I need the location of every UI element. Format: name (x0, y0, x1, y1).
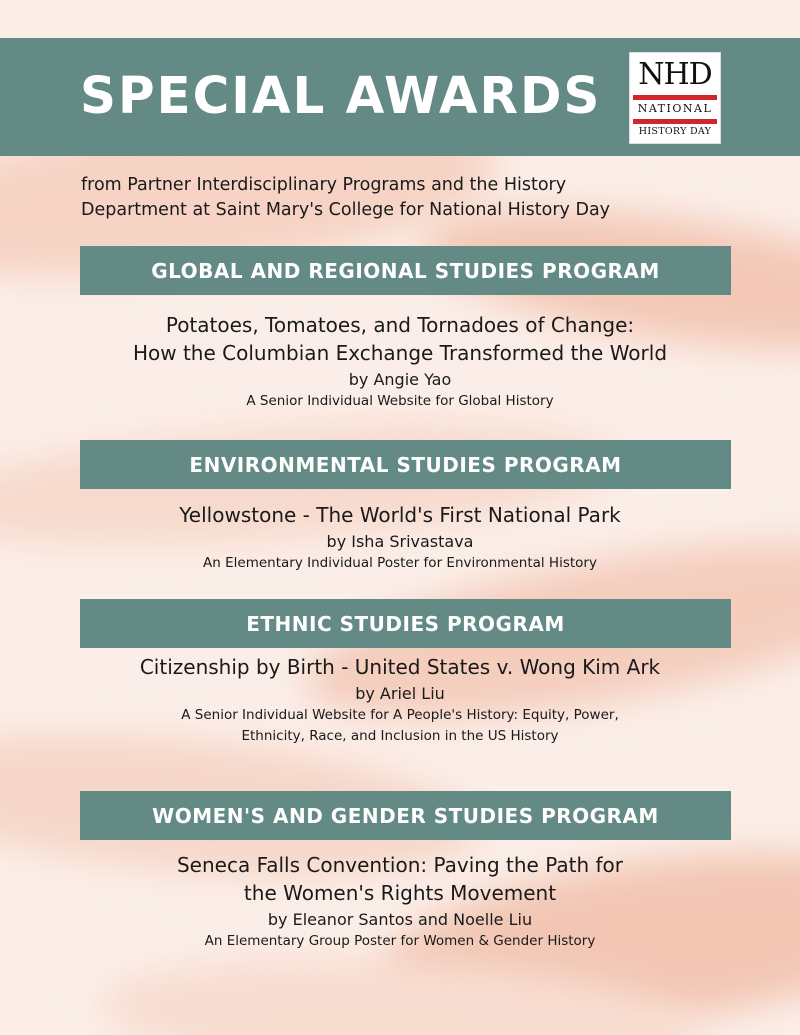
logo-stripe (633, 95, 717, 100)
section-heading-environmental (80, 440, 731, 489)
title-banner (0, 38, 800, 156)
award-title-line: Seneca Falls Convention: Paving the Path for (176, 853, 623, 877)
award-title-line: the Women's Rights Movement (243, 881, 557, 905)
subtitle-line-2: Department at Saint Mary's College for National History Day (81, 200, 611, 220)
section-heading-text: ENVIRONMENTAL STUDIES PROGRAM (189, 452, 622, 477)
award-title-line: Potatoes, Tomatoes, and Tornadoes of Change: (165, 313, 635, 337)
section-heading-text: WOMEN'S AND GENDER STUDIES PROGRAM (152, 803, 659, 828)
award-byline: by Eleanor Santos and Noelle Liu (267, 910, 533, 929)
award-byline: by Ariel Liu (355, 684, 445, 703)
award-description-line: A Senior Individual Website for Global History (246, 393, 554, 409)
section-heading-text: ETHNIC STUDIES PROGRAM (246, 611, 565, 636)
section-heading-text: GLOBAL AND REGIONAL STUDIES PROGRAM (151, 258, 660, 283)
award-entry-ethnic-studies (0, 653, 800, 747)
award-entry-global-regional (0, 311, 800, 412)
award-description-line: An Elementary Individual Poster for Environmental History (203, 555, 597, 571)
award-byline: by Angie Yao (348, 370, 452, 389)
award-title-line: Citizenship by Birth - United States v. Wong Kim Ark (139, 655, 661, 679)
logo-stripe (633, 119, 717, 124)
logo-wordmark: NHD (638, 57, 712, 92)
logo-line-national: NATIONAL (637, 102, 713, 115)
subtitle (81, 173, 741, 223)
award-title-line: Yellowstone - The World's First National Park (179, 503, 621, 527)
section-heading-womens-gender (80, 791, 731, 840)
section-heading-global-regional (80, 246, 731, 295)
award-byline: by Isha Srivastava (326, 532, 474, 551)
nhd-logo (629, 52, 721, 144)
logo-line-history-day: HISTORY DAY (638, 126, 712, 137)
section-heading-ethnic-studies (80, 599, 731, 648)
award-description-line: An Elementary Group Poster for Women & Gender History (204, 933, 596, 949)
subtitle-line-1: from Partner Interdisciplinary Programs and the History (81, 175, 567, 195)
award-description-line: A Senior Individual Website for A People's History: Equity, Power, (181, 707, 619, 723)
award-description-line: Ethnicity, Race, and Inclusion in the US History (241, 728, 559, 744)
page-title: SPECIAL AWARDS (80, 67, 602, 126)
award-title-line: How the Columbian Exchange Transformed the World (132, 341, 668, 365)
award-entry-womens-gender (0, 851, 800, 952)
award-entry-environmental (0, 501, 800, 574)
